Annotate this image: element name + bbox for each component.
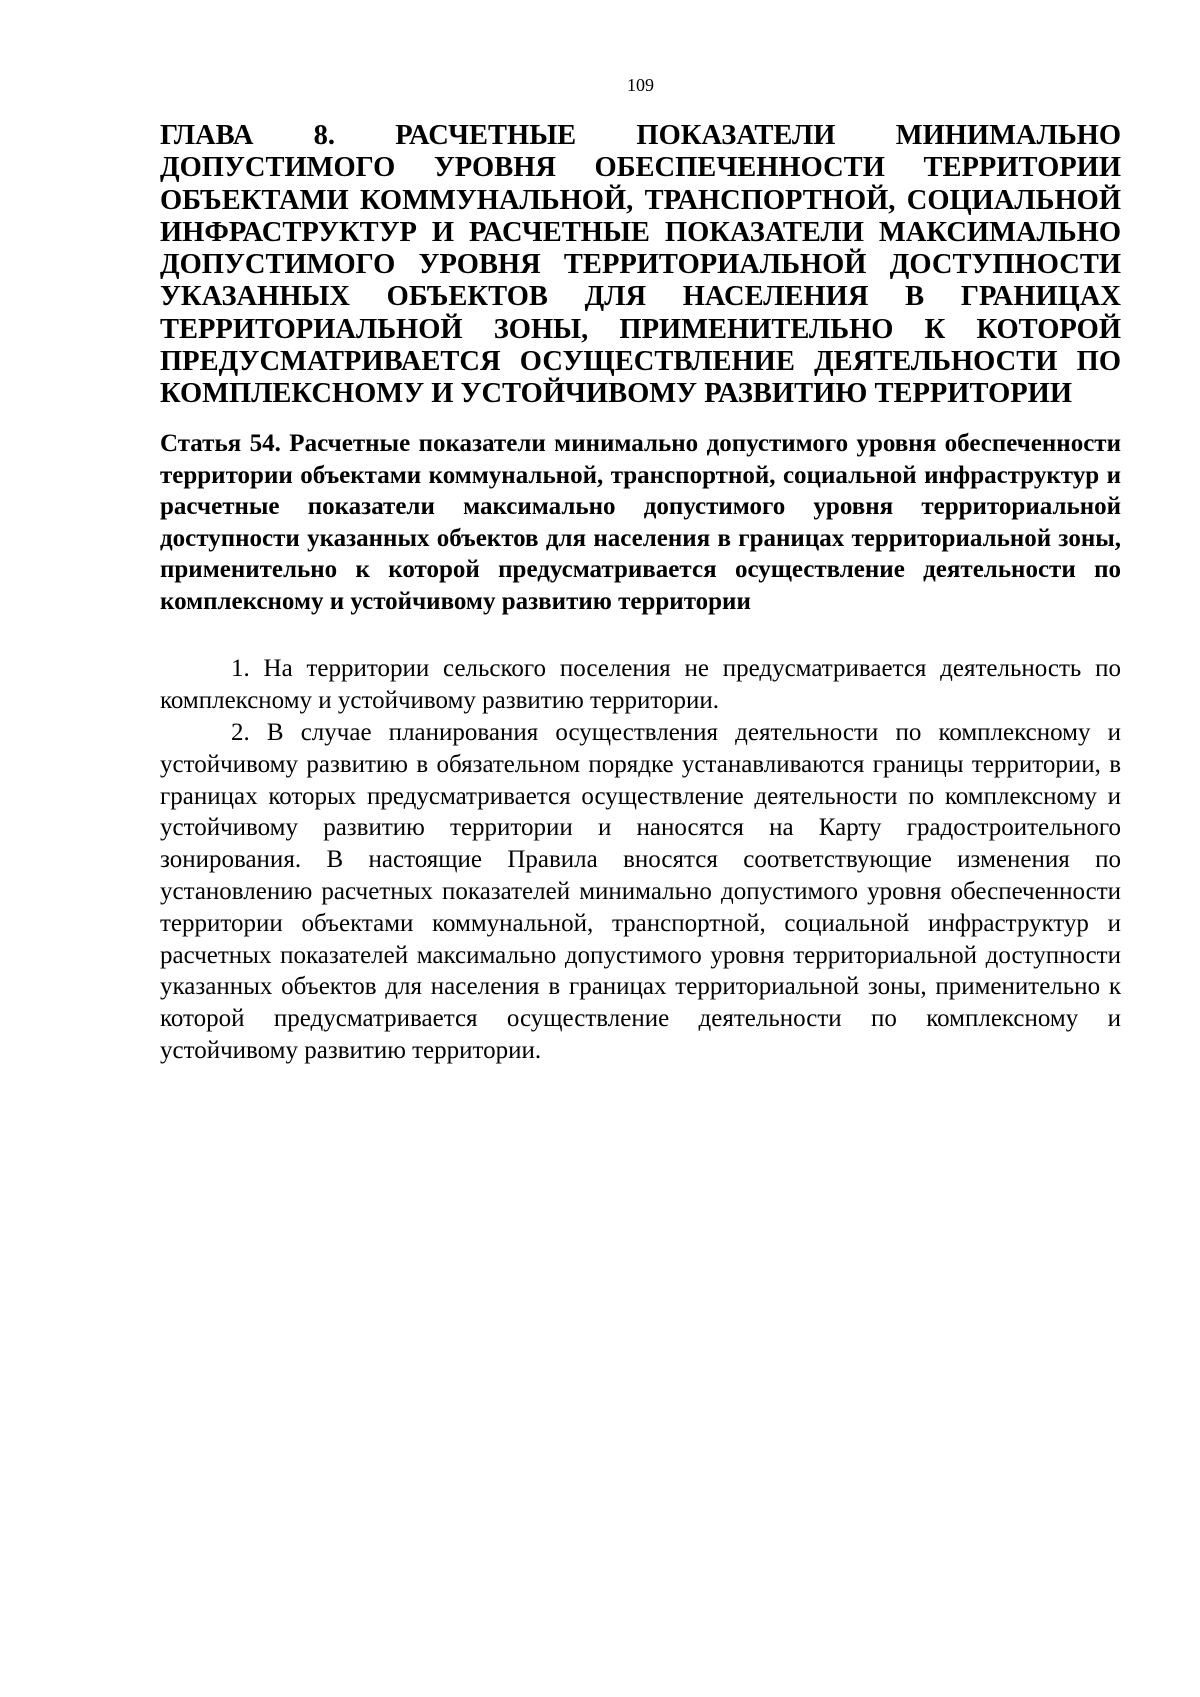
article-title: Статья 54. Расчетные показатели минимально допустимого уровня обеспеченности территории объектами коммунальной, транспортной, социальной инфраструктур и расчетные показатели максимально допустимого уровня территориальной доступности указанных объектов для населения в границах территориальной зоны, применительно к которой предусматривается осуществление деятельности по комплексному и устойчивому развитию территории [160,430,1121,615]
article-paragraph-1: 1. На территории сельского поселения не предусматривается деятельность по комплексному и устойчивому развитию территории. [160,655,1121,714]
chapter-title: ГЛАВА 8. РАСЧЕТНЫЕ ПОКАЗАТЕЛИ МИНИМАЛЬНО ДОПУСТИМОГО УРОВНЯ ОБЕСПЕЧЕННОСТИ ТЕРРИТОРИИ ОБЪЕКТАМИ КОММУНАЛЬНОЙ, ТРАНСПОРТНОЙ, СОЦИАЛЬНОЙ ИНФРАСТРУКТУР И РАСЧЕТНЫЕ ПОКАЗАТЕЛИ МАКСИМАЛЬНО ДОПУСТИМОГО УРОВНЯ ТЕРРИТОРИАЛЬНОЙ ДОСТУПНОСТИ УКАЗАННЫХ ОБЪЕКТОВ ДЛЯ НАСЕЛЕНИЯ В ГРАНИЦАХ ТЕРРИТОРИАЛЬНОЙ ЗОНЫ, ПРИМЕНИТЕЛЬНО К КОТОРОЙ ПРЕДУСМАТРИВАЕТСЯ ОСУЩЕСТВЛЕНИЕ ДЕЯТЕЛЬНОСТИ ПО КОМПЛЕКСНОМУ И УСТОЙЧИВОМУ РАЗВИТИЮ ТЕРРИТОРИИ [160,120,1121,410]
article-paragraph-2: 2. В случае планирования осуществления деятельности по комплексному и устойчивому развитию в обязательном порядке устанавливаются границы территории, в границах которых предусматривается осуществление деятельности по комплексному и устойчивому развитию территории и наносятся на Карту градостроительного зонирования. В настоящие Правила вносятся соответствующие изменения по установлению расчетных показателей минимально допустимого уровня обеспеченности территории объектами коммунальной, транспортной, социальной инфраструктур и расчетных показателей максимально допустимого уровня территориальной доступности указанных объектов для населения в границах территориальной зоны, применительно к которой предусматривается осуществление деятельности по комплексному и устойчивому развитию территории. [160,719,1121,1064]
page-number: 109 [627,75,654,95]
